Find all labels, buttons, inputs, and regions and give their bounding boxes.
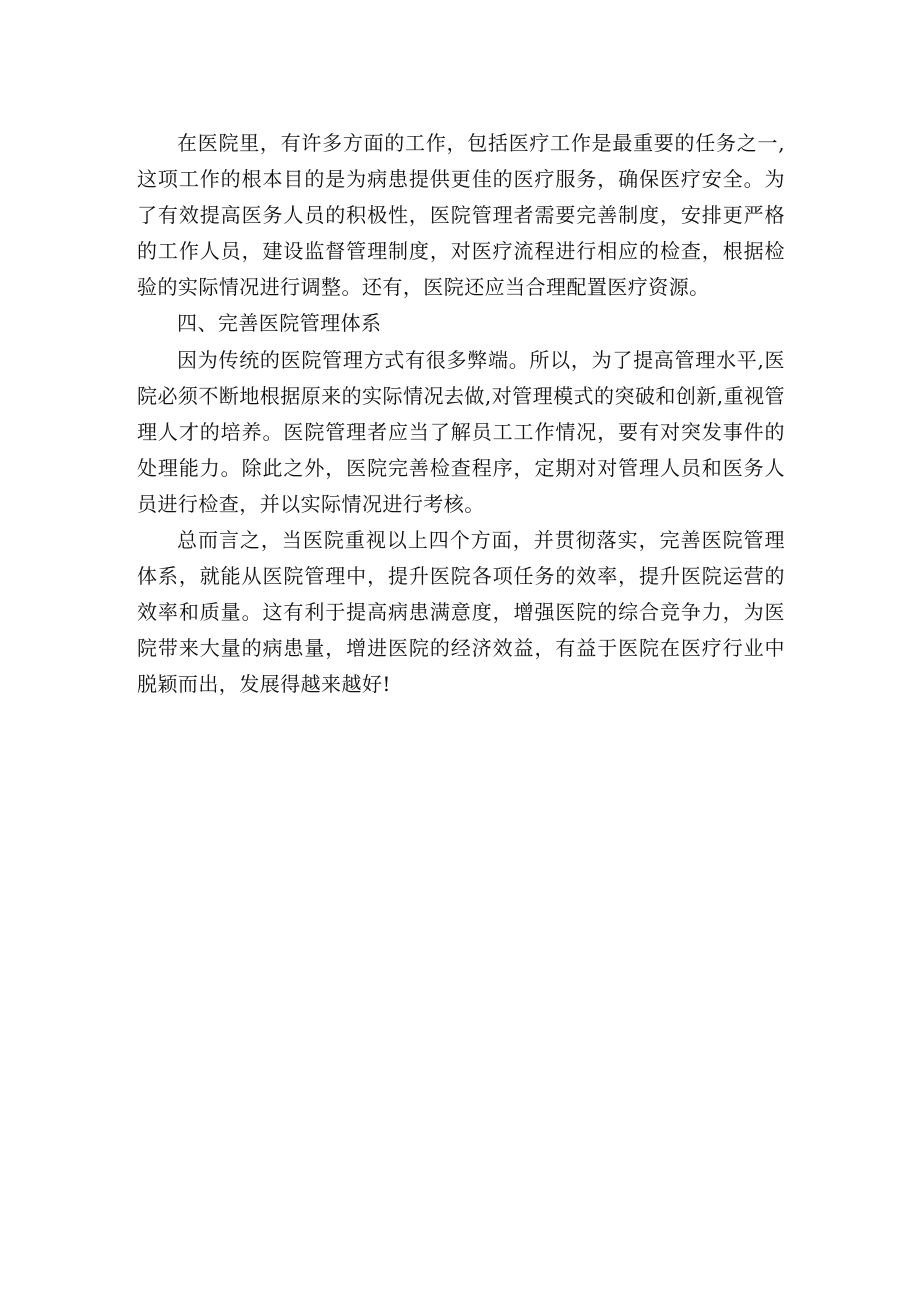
paragraph-management-reform: 因为传统的医院管理方式有很多弊端。所以，为了提高管理水平,医院必须不断地根据原来的实际情况去做,对管理模式的突破和创新,重视管理人才的培养。医院管理者应当了解员工工作情况，要有对突发事件的处理能力。除此之外，医院完善检查程序，定期对对管理人员和医务人员进行检查，并以实际情况进行考核。 <box>137 347 785 516</box>
document-body <box>137 125 785 703</box>
paragraph-medical-work: 在医院里，有许多方面的工作，包括医疗工作是最重要的任务之一,这项工作的根本目的是为病患提供更佳的医疗服务，确保医疗安全。为了有效提高医务人员的积极性，医院管理者需要完善制度，安排更严格的工作人员，建设监督管理制度，对医疗流程进行相应的检查，根据检验的实际情况进行调整。还有，医院还应当合理配置医疗资源。 <box>137 131 785 300</box>
paragraph-conclusion: 总而言之，当医院重视以上四个方面，并贯彻落实，完善医院管理体系，就能从医院管理中，提升医院各项任务的效率，提升医院运营的效率和质量。这有利于提高病患满意度，增强医院的综合竞争力，为医院带来大量的病患量，增进医院的经济效益，有益于医院在医疗行业中脱颖而出，发展得越来越好! <box>137 528 785 697</box>
section-heading-four: 四、完善医院管理体系 <box>177 311 382 336</box>
